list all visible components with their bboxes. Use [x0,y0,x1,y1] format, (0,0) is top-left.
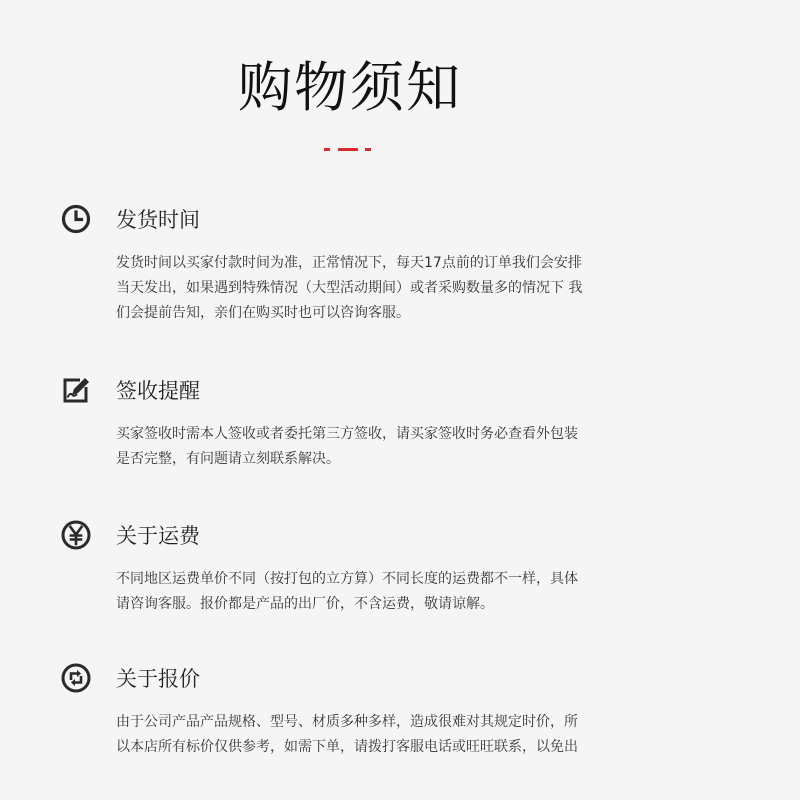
section-body: 由于公司产品产品规格、型号、材质多种多样，造成很难对其规定时价，所 以本店所有标价仅供参考，如需下单，请拨打客服电话或旺旺联系，以免出 [116,714,578,755]
section-title: 关于报价 [116,667,200,691]
section-body: 发货时间以买家付款时间为准，正常情况下，每天17点前的订单我们会安排 当天发出，如果遇到特殊情况（大型活动期间）或者采购数量多的情况下 我 们会提前告知，亲们在购买时也可以咨询客服。 [116,255,583,321]
section-header [60,662,650,696]
section-header [60,203,650,237]
title-accent-dash [324,148,330,151]
section-body: 不同地区运费单价不同（按打包的立方算）不同长度的运费都不一样，具体 请咨询客服。报价都是产品的出厂价，不含运费，敬请谅解。 [116,571,578,612]
section-shipping-time [60,203,650,326]
section-header [60,374,650,408]
section-title: 发货时间 [116,208,200,232]
section-title: 关于运费 [116,524,200,548]
refresh-icon [60,662,92,694]
section-body: 买家签收时需本人签收或者委托第三方签收，请买家签收时务必查看外包装 是否完整，有问题请立刻联系解决。 [116,426,578,467]
title-accent-dash [365,148,371,151]
section-title: 签收提醒 [116,379,200,403]
section-header [60,519,650,553]
yen-icon [60,519,92,551]
section-pricing [60,662,650,760]
section-sign-reminder [60,374,650,472]
page-title: 购物须知 [238,56,462,119]
sign-edit-icon [60,374,92,406]
section-shipping-fee [60,519,650,617]
clock-icon [60,203,92,235]
title-accent-line [338,148,358,151]
